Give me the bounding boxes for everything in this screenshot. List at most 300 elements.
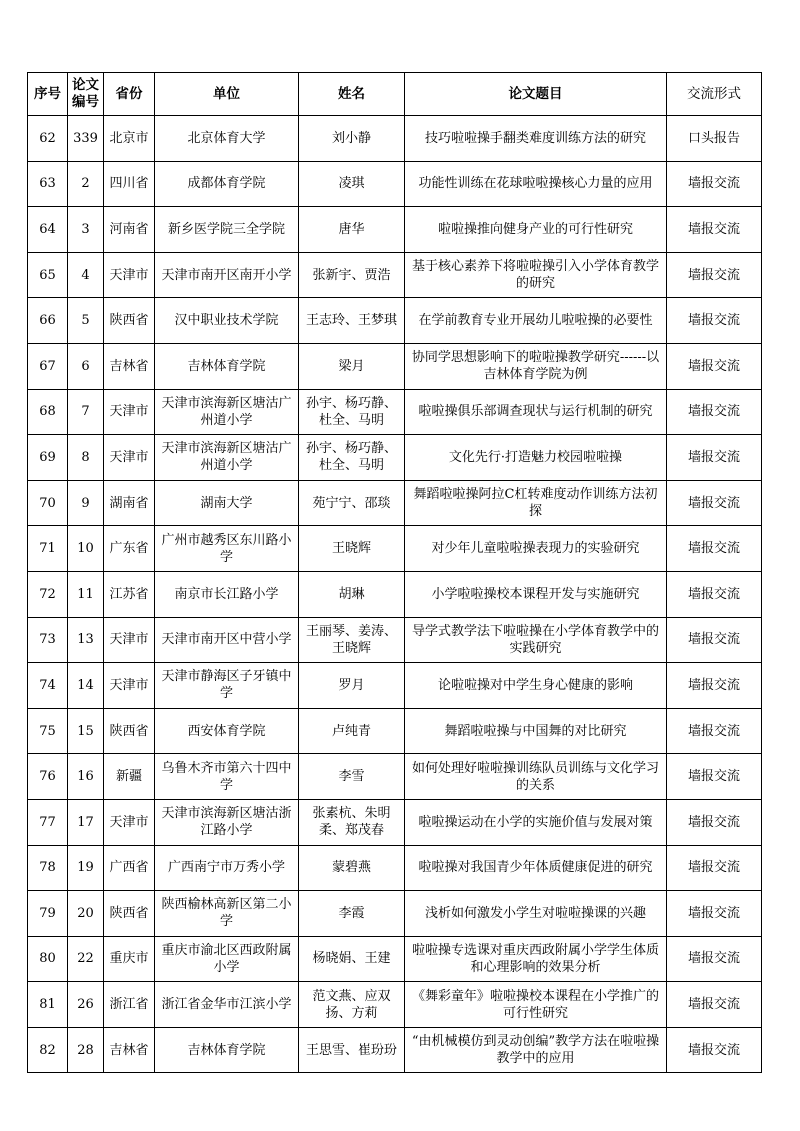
title-text: 在学前教育专业开展幼儿啦啦操的必要性	[418, 313, 653, 329]
seq-cell	[28, 343, 68, 389]
title-cell	[405, 845, 667, 891]
paper-no-cell	[68, 845, 104, 891]
title-text: 功能性训练在花球啦啦操核心力量的应用	[418, 176, 653, 192]
unit-text: 天津市滨海新区塘沽广州道小学	[161, 441, 292, 474]
name-cell	[299, 891, 405, 937]
name-cell	[299, 799, 405, 845]
province-cell	[104, 343, 155, 389]
province-text: 河南省	[109, 221, 149, 237]
format-cell	[667, 982, 762, 1028]
name-text: 罗月	[338, 677, 365, 693]
name-text: 孙宇、杨巧静、杜全、马明	[305, 441, 397, 474]
title-text: 浅析如何激发小学生对啦啦操课的兴趣	[424, 905, 646, 921]
seq-text: 76	[39, 769, 56, 785]
format-text: 墙报交流	[687, 632, 740, 648]
paper-no-cell	[68, 982, 104, 1028]
paper-no-text: 22	[77, 951, 94, 967]
unit-cell	[155, 708, 299, 754]
province-cell	[104, 526, 155, 572]
format-text: 墙报交流	[687, 541, 740, 557]
paper-no-text: 26	[77, 997, 94, 1013]
seq-text: 74	[39, 677, 56, 693]
unit-cell	[155, 982, 299, 1028]
title-text: 基于核心素养下将啦啦操引入小学体育教学的研究	[411, 259, 659, 292]
province-text: 天津市	[109, 449, 149, 465]
format-cell	[667, 435, 762, 481]
title-cell	[405, 891, 667, 937]
format-text: 墙报交流	[687, 221, 740, 237]
seq-text: 82	[39, 1042, 56, 1058]
title-cell	[405, 1027, 667, 1073]
name-text: 张素杭、朱明柔、郑茂春	[312, 806, 391, 839]
seq-cell	[28, 1027, 68, 1073]
format-cell	[667, 480, 762, 526]
format-text: 墙报交流	[687, 723, 740, 739]
seq-cell	[28, 891, 68, 937]
paper-no-cell	[68, 754, 104, 800]
format-text: 墙报交流	[687, 905, 740, 921]
province-cell	[104, 617, 155, 663]
paper-no-text: 13	[77, 632, 94, 648]
seq-text: 70	[39, 495, 56, 511]
paper-no-text: 9	[81, 495, 90, 511]
province-text: 天津市	[109, 267, 149, 283]
format-cell	[667, 708, 762, 754]
name-cell	[299, 845, 405, 891]
unit-text: 吉林体育学院	[187, 358, 266, 374]
format-cell	[667, 343, 762, 389]
title-cell	[405, 571, 667, 617]
title-text: 协同学思想影响下的啦啦操教学研究------以吉林体育学院为例	[411, 350, 660, 383]
unit-text: 南京市长江路小学	[174, 586, 279, 602]
province-cell	[104, 891, 155, 937]
name-cell	[299, 708, 405, 754]
name-text: 王思雪、崔玢玢	[305, 1042, 397, 1058]
province-cell	[104, 936, 155, 982]
unit-text: 汉中职业技术学院	[174, 313, 279, 329]
title-cell	[405, 754, 667, 800]
unit-text: 新乡医学院三全学院	[167, 221, 285, 237]
seq-text: 79	[39, 905, 56, 921]
format-cell	[667, 1027, 762, 1073]
seq-cell	[28, 116, 68, 162]
title-cell	[405, 663, 667, 709]
seq-cell	[28, 480, 68, 526]
seq-cell	[28, 936, 68, 982]
seq-text: 73	[39, 632, 56, 648]
province-text: 江苏省	[109, 586, 149, 602]
seq-cell	[28, 982, 68, 1028]
unit-cell	[155, 389, 299, 435]
title-text: 啦啦操专选课对重庆西政附属小学学生体质和心理影响的效果分析	[411, 942, 659, 975]
name-cell	[299, 161, 405, 207]
title-text: “由机械模仿到灵动创编”教学方法在啦啦操教学中的应用	[411, 1034, 660, 1067]
seq-cell	[28, 252, 68, 298]
paper-no-text: 8	[81, 449, 90, 465]
paper-no-cell	[68, 708, 104, 754]
table-row	[28, 617, 762, 663]
paper-no-text: 17	[77, 814, 94, 830]
unit-cell	[155, 435, 299, 481]
table-row	[28, 845, 762, 891]
table-row	[28, 116, 762, 162]
name-cell	[299, 1027, 405, 1073]
name-cell	[299, 936, 405, 982]
seq-cell	[28, 435, 68, 481]
province-text: 天津市	[109, 677, 149, 693]
unit-cell	[155, 207, 299, 253]
format-text: 墙报交流	[687, 769, 740, 785]
format-cell	[667, 571, 762, 617]
table-row	[28, 161, 762, 207]
province-text: 北京市	[109, 130, 149, 146]
unit-text: 成都体育学院	[187, 176, 266, 192]
format-cell	[667, 161, 762, 207]
paper-no-text: 15	[77, 723, 94, 739]
name-cell	[299, 982, 405, 1028]
paper-no-cell	[68, 435, 104, 481]
title-cell	[405, 526, 667, 572]
unit-text: 天津市静海区子牙镇中学	[161, 669, 292, 702]
title-text: 对少年儿童啦啦操表现力的实验研究	[431, 541, 640, 557]
format-text: 墙报交流	[687, 860, 740, 876]
name-text: 王志玲、王梦琪	[305, 313, 397, 329]
format-cell	[667, 936, 762, 982]
name-text: 蒙碧燕	[331, 860, 371, 876]
unit-cell	[155, 161, 299, 207]
seq-text: 66	[39, 313, 56, 329]
unit-cell	[155, 298, 299, 344]
province-cell	[104, 799, 155, 845]
seq-text: 62	[39, 130, 56, 146]
format-text: 墙报交流	[687, 814, 740, 830]
paper-no-text: 14	[77, 677, 94, 693]
paper-no-cell	[68, 936, 104, 982]
format-cell	[667, 799, 762, 845]
province-text: 湖南省	[109, 495, 149, 511]
title-cell	[405, 617, 667, 663]
paper-no-text: 6	[81, 358, 90, 374]
name-text: 李霞	[338, 905, 365, 921]
unit-cell	[155, 754, 299, 800]
format-text: 墙报交流	[687, 313, 740, 329]
title-cell	[405, 936, 667, 982]
table-row	[28, 389, 762, 435]
seq-cell	[28, 207, 68, 253]
province-cell	[104, 435, 155, 481]
unit-text: 陕西榆林高新区第二小学	[161, 897, 292, 930]
title-cell	[405, 207, 667, 253]
province-cell	[104, 207, 155, 253]
province-cell	[104, 1027, 155, 1073]
table-row	[28, 936, 762, 982]
seq-text: 67	[39, 358, 56, 374]
name-cell	[299, 663, 405, 709]
table-row	[28, 799, 762, 845]
title-text: 啦啦操推向健身产业的可行性研究	[437, 221, 633, 237]
format-cell	[667, 845, 762, 891]
name-cell	[299, 617, 405, 663]
title-cell	[405, 982, 667, 1028]
header-province: 省份	[104, 73, 155, 116]
unit-text: 广州市越秀区东川路小学	[161, 532, 292, 565]
name-text: 王晓辉	[331, 541, 371, 557]
paper-no-text: 11	[77, 586, 94, 602]
unit-cell	[155, 1027, 299, 1073]
paper-no-cell	[68, 799, 104, 845]
name-cell	[299, 754, 405, 800]
seq-text: 77	[39, 814, 56, 830]
unit-cell	[155, 252, 299, 298]
paper-no-text: 28	[77, 1042, 94, 1058]
name-text: 范文燕、应双扬、方莉	[312, 988, 391, 1021]
unit-text: 吉林体育学院	[187, 1042, 266, 1058]
paper-list-table	[27, 72, 762, 1073]
unit-text: 重庆市渝北区西政附属小学	[161, 942, 292, 975]
paper-no-text: 10	[77, 541, 94, 557]
seq-cell	[28, 298, 68, 344]
province-text: 新疆	[115, 769, 142, 785]
name-text: 唐华	[338, 221, 365, 237]
province-text: 天津市	[109, 404, 149, 420]
unit-text: 湖南大学	[200, 495, 253, 511]
paper-no-text: 20	[77, 905, 94, 921]
unit-text: 西安体育学院	[187, 723, 266, 739]
title-cell	[405, 708, 667, 754]
seq-cell	[28, 663, 68, 709]
province-cell	[104, 252, 155, 298]
header-row	[28, 73, 762, 116]
paper-no-cell	[68, 617, 104, 663]
name-cell	[299, 480, 405, 526]
title-text: 舞蹈啦啦操与中国舞的对比研究	[444, 723, 627, 739]
unit-cell	[155, 526, 299, 572]
title-cell	[405, 298, 667, 344]
name-text: 王丽琴、姜涛、王晓辉	[305, 623, 397, 656]
name-cell	[299, 389, 405, 435]
name-text: 孙宇、杨巧静、杜全、马明	[305, 395, 397, 428]
title-cell	[405, 252, 667, 298]
paper-no-cell	[68, 298, 104, 344]
format-cell	[667, 116, 762, 162]
title-text: 啦啦操俱乐部调查现状与运行机制的研究	[418, 404, 653, 420]
name-text: 苑宁宁、邵琰	[312, 495, 391, 511]
name-cell	[299, 571, 405, 617]
seq-text: 80	[39, 951, 56, 967]
seq-cell	[28, 799, 68, 845]
header-format: 交流形式	[667, 73, 762, 116]
table-row	[28, 480, 762, 526]
table-row	[28, 435, 762, 481]
format-text: 墙报交流	[687, 677, 740, 693]
format-text: 墙报交流	[687, 586, 740, 602]
unit-cell	[155, 571, 299, 617]
paper-no-cell	[68, 343, 104, 389]
unit-text: 浙江省金华市江滨小学	[161, 997, 292, 1013]
title-text: 文化先行·打造魅力校园啦啦操	[448, 449, 623, 465]
province-text: 浙江省	[109, 997, 149, 1013]
unit-cell	[155, 116, 299, 162]
paper-no-cell	[68, 116, 104, 162]
name-text: 李雪	[338, 769, 365, 785]
table-row	[28, 754, 762, 800]
province-text: 陕西省	[109, 723, 149, 739]
unit-text: 天津市南开区中营小学	[161, 632, 292, 648]
format-text: 墙报交流	[687, 267, 740, 283]
name-text: 卢纯青	[331, 723, 371, 739]
format-text: 墙报交流	[687, 449, 740, 465]
title-text: 导学式教学法下啦啦操在小学体育教学中的实践研究	[411, 623, 659, 656]
province-text: 四川省	[109, 176, 149, 192]
unit-text: 广西南宁市万秀小学	[167, 860, 285, 876]
title-text: 论啦啦操对中学生身心健康的影响	[437, 677, 633, 693]
unit-text: 天津市南开区南开小学	[161, 267, 292, 283]
province-cell	[104, 982, 155, 1028]
paper-no-text: 2	[81, 176, 90, 192]
seq-text: 72	[39, 586, 56, 602]
title-cell	[405, 161, 667, 207]
paper-no-cell	[68, 1027, 104, 1073]
table-row	[28, 207, 762, 253]
header-title: 论文题目	[405, 73, 667, 116]
name-text: 凌琪	[338, 176, 365, 192]
name-text: 梁月	[338, 358, 365, 374]
format-cell	[667, 298, 762, 344]
format-cell	[667, 891, 762, 937]
title-text: 舞蹈啦啦操阿拉C杠转难度动作训练方法初探	[413, 487, 658, 520]
paper-no-cell	[68, 663, 104, 709]
province-cell	[104, 389, 155, 435]
name-cell	[299, 116, 405, 162]
unit-text: 天津市滨海新区塘沽广州道小学	[161, 395, 292, 428]
format-text: 墙报交流	[687, 1042, 740, 1058]
format-cell	[667, 663, 762, 709]
seq-text: 71	[39, 541, 56, 557]
table-row	[28, 982, 762, 1028]
name-cell	[299, 526, 405, 572]
unit-cell	[155, 617, 299, 663]
table-row	[28, 526, 762, 572]
title-cell	[405, 389, 667, 435]
format-cell	[667, 207, 762, 253]
title-text: 《舞彩童年》啦啦操校本课程在小学推广的可行性研究	[411, 988, 659, 1021]
province-text: 重庆市	[109, 951, 149, 967]
format-text: 墙报交流	[687, 358, 740, 374]
title-text: 啦啦操运动在小学的实施价值与发展对策	[418, 814, 653, 830]
format-text: 墙报交流	[687, 176, 740, 192]
paper-no-cell	[68, 207, 104, 253]
unit-cell	[155, 663, 299, 709]
province-cell	[104, 754, 155, 800]
seq-cell	[28, 389, 68, 435]
unit-cell	[155, 799, 299, 845]
province-text: 广东省	[109, 541, 149, 557]
name-cell	[299, 298, 405, 344]
title-cell	[405, 435, 667, 481]
province-text: 陕西省	[109, 313, 149, 329]
province-text: 广西省	[109, 860, 149, 876]
seq-text: 63	[39, 176, 56, 192]
title-cell	[405, 343, 667, 389]
format-cell	[667, 526, 762, 572]
paper-no-text: 16	[77, 769, 94, 785]
province-text: 吉林省	[109, 1042, 149, 1058]
title-text: 技巧啦啦操手翻类难度训练方法的研究	[424, 130, 646, 146]
name-cell	[299, 252, 405, 298]
title-cell	[405, 799, 667, 845]
table-row	[28, 571, 762, 617]
unit-cell	[155, 845, 299, 891]
title-text: 如何处理好啦啦操训练队员训练与文化学习的关系	[411, 760, 659, 793]
header-name: 姓名	[299, 73, 405, 116]
format-text: 墙报交流	[687, 951, 740, 967]
format-text: 墙报交流	[687, 997, 740, 1013]
header-seq: 序号	[28, 73, 68, 116]
name-text: 张新宇、贾浩	[312, 267, 391, 283]
seq-text: 65	[39, 267, 56, 283]
name-cell	[299, 207, 405, 253]
unit-cell	[155, 480, 299, 526]
province-text: 吉林省	[109, 358, 149, 374]
format-cell	[667, 389, 762, 435]
paper-no-text: 3	[81, 221, 90, 237]
seq-text: 69	[39, 449, 56, 465]
province-cell	[104, 116, 155, 162]
seq-text: 68	[39, 404, 56, 420]
paper-no-cell	[68, 480, 104, 526]
seq-text: 78	[39, 860, 56, 876]
table-row	[28, 252, 762, 298]
seq-cell	[28, 161, 68, 207]
paper-no-cell	[68, 571, 104, 617]
unit-cell	[155, 936, 299, 982]
format-cell	[667, 617, 762, 663]
seq-cell	[28, 526, 68, 572]
paper-no-cell	[68, 161, 104, 207]
header-unit: 单位	[155, 73, 299, 116]
header-paper-no: 论文编号	[68, 73, 104, 116]
format-cell	[667, 754, 762, 800]
paper-no-text: 19	[77, 860, 94, 876]
province-text: 天津市	[109, 814, 149, 830]
seq-cell	[28, 571, 68, 617]
seq-cell	[28, 754, 68, 800]
province-text: 天津市	[109, 632, 149, 648]
name-text: 刘小静	[331, 130, 371, 146]
seq-cell	[28, 845, 68, 891]
format-cell	[667, 252, 762, 298]
name-text: 杨晓娟、王建	[312, 951, 391, 967]
paper-no-cell	[68, 252, 104, 298]
province-cell	[104, 845, 155, 891]
seq-text: 81	[39, 997, 56, 1013]
unit-text: 北京体育大学	[187, 130, 266, 146]
table-row	[28, 663, 762, 709]
province-cell	[104, 161, 155, 207]
title-cell	[405, 116, 667, 162]
table-row	[28, 1027, 762, 1073]
title-cell	[405, 480, 667, 526]
paper-no-text: 4	[81, 267, 90, 283]
unit-cell	[155, 343, 299, 389]
paper-no-text: 339	[73, 130, 98, 146]
paper-no-cell	[68, 891, 104, 937]
format-text: 墙报交流	[687, 495, 740, 511]
province-cell	[104, 480, 155, 526]
name-cell	[299, 343, 405, 389]
seq-cell	[28, 708, 68, 754]
table-row	[28, 343, 762, 389]
